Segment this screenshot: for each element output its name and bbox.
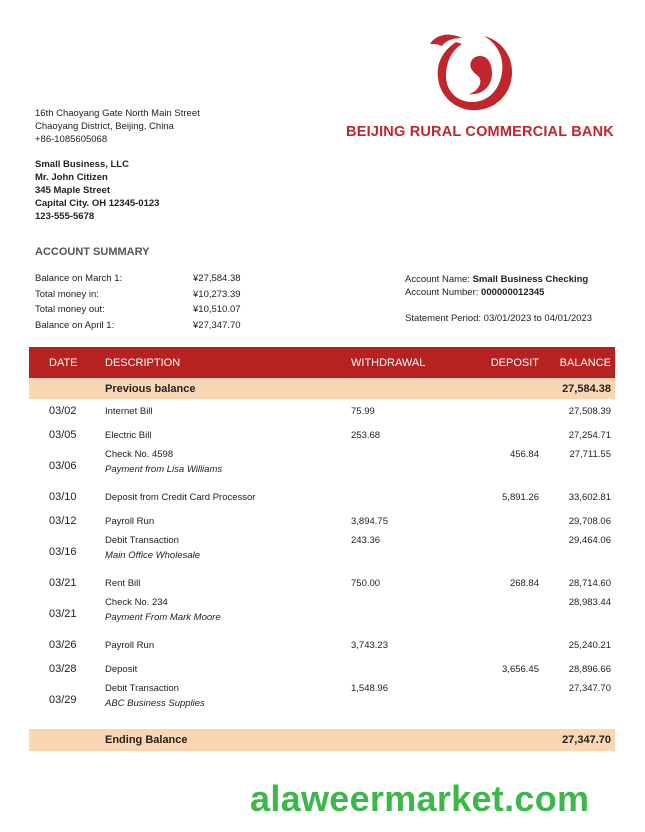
table-row	[29, 681, 615, 719]
transaction-date: 03/29	[49, 694, 77, 706]
customer-address	[35, 158, 159, 223]
transaction-balance: 27,711.55	[569, 449, 611, 460]
summary-row	[35, 302, 241, 318]
transaction-withdrawal: 750.00	[351, 577, 381, 589]
transaction-memo: Payment From Mark Moore	[105, 612, 221, 623]
transaction-date: 03/05	[49, 429, 77, 441]
transaction-rows	[29, 399, 615, 719]
description-cell	[105, 681, 351, 709]
transaction-withdrawal: 253.68	[351, 429, 381, 441]
transaction-withdrawal	[351, 447, 469, 449]
description-cell	[105, 430, 351, 441]
description-cell	[105, 595, 351, 623]
transaction-date: 03/21	[49, 577, 77, 589]
transaction-deposit	[469, 533, 539, 535]
transaction-balance: 29,708.06	[568, 515, 611, 527]
table-spacer	[29, 719, 615, 729]
account-summary-title: ACCOUNT SUMMARY	[35, 246, 150, 258]
customer-city: Capital City. OH 12345-0123	[35, 198, 160, 209]
ending-balance-label: Ending Balance	[105, 734, 188, 746]
transaction-description: Check No. 4598	[105, 449, 174, 460]
transaction-description: Payroll Run	[105, 639, 155, 651]
previous-balance-row	[29, 378, 615, 399]
description-cell	[105, 533, 351, 561]
table-row	[29, 571, 615, 595]
transaction-description: Debit Transaction	[105, 683, 179, 694]
description-cell	[105, 516, 351, 527]
transaction-deposit: 268.84	[509, 577, 539, 589]
account-number	[405, 286, 592, 299]
ending-balance-row	[29, 729, 615, 751]
statement-period: Statement Period: 03/01/2023 to 04/01/2023	[405, 313, 592, 324]
table-header	[29, 347, 615, 378]
bank-phone: +86-1085605068	[35, 134, 108, 145]
bank-address-line: 16th Chaoyang Gate North Main Street	[35, 108, 200, 119]
description-cell	[105, 447, 351, 475]
table-row	[29, 399, 615, 423]
transaction-description: Check No. 234	[105, 597, 168, 608]
summary-label: Total money out:	[35, 304, 105, 315]
header-description: DESCRIPTION	[105, 356, 181, 369]
account-name-value: Small Business Checking	[472, 274, 589, 285]
transaction-balance: 27,347.70	[568, 683, 611, 694]
table-row	[29, 423, 615, 447]
transaction-date: 03/21	[49, 608, 77, 620]
transaction-description: Deposit	[105, 663, 138, 675]
description-cell	[105, 640, 351, 651]
transaction-description: Electric Bill	[105, 429, 152, 441]
table-row	[29, 633, 615, 657]
bank-name: BEIJING RURAL COMMERCIAL BANK	[346, 124, 614, 140]
transaction-date: 03/02	[49, 405, 77, 417]
transaction-deposit	[469, 595, 539, 597]
customer-name: Mr. John Citizen	[35, 172, 108, 183]
summary-label: Total money in:	[35, 288, 99, 300]
table-row	[29, 509, 615, 533]
previous-balance-label: Previous balance	[105, 382, 196, 395]
transaction-balance: 28,896.66	[568, 663, 611, 675]
bank-logo	[340, 28, 620, 143]
ending-balance-value: 27,347.70	[562, 734, 611, 746]
transaction-withdrawal	[351, 595, 469, 597]
summary-value: ¥10,273.39	[193, 288, 241, 300]
transaction-date: 03/28	[49, 663, 77, 675]
transaction-withdrawal: 243.36	[351, 535, 381, 546]
transaction-description: Payroll Run	[105, 515, 155, 527]
account-summary	[35, 271, 241, 333]
table-row	[29, 447, 615, 485]
transaction-balance: 27,508.39	[568, 405, 611, 417]
header-date: DATE	[49, 356, 78, 369]
table-row	[29, 485, 615, 509]
account-name-label: Account Name:	[405, 274, 473, 285]
previous-balance-value: 27,584.38	[562, 382, 611, 395]
transaction-description: Deposit from Credit Card Processor	[105, 491, 256, 503]
transaction-balance: 28,983.44	[568, 597, 611, 608]
transaction-deposit	[469, 681, 539, 683]
summary-value: ¥27,347.70	[193, 319, 241, 331]
transaction-deposit: 5,891.26	[502, 491, 539, 503]
customer-street: 345 Maple Street	[35, 185, 110, 196]
transaction-withdrawal: 3,894.75	[351, 515, 388, 527]
transaction-withdrawal: 75.99	[351, 405, 375, 417]
summary-value: ¥27,584.38	[193, 273, 241, 284]
transaction-description: Internet Bill	[105, 405, 153, 417]
header-balance: BALANCE	[559, 356, 611, 369]
description-cell	[105, 664, 351, 675]
bank-address-line: Chaoyang District, Beijing, China	[35, 121, 174, 132]
transaction-date: 03/16	[49, 546, 77, 558]
customer-company: Small Business, LLC	[35, 159, 129, 170]
account-name	[405, 273, 592, 286]
summary-label: Balance on April 1:	[35, 319, 115, 331]
summary-row	[35, 287, 241, 303]
table-row	[29, 533, 615, 571]
transaction-memo: Payment from Lisa Williams	[105, 464, 223, 475]
transaction-date: 03/12	[49, 515, 77, 527]
account-info	[405, 273, 592, 325]
description-cell	[105, 406, 351, 417]
transaction-balance: 27,254.71	[568, 429, 611, 441]
description-cell	[105, 492, 351, 503]
watermark: alaweermarket.com	[250, 778, 590, 819]
transaction-balance: 28,714.60	[568, 577, 611, 589]
account-number-label: Account Number:	[405, 287, 482, 298]
transaction-deposit: 3,656.45	[502, 663, 539, 675]
summary-label: Balance on March 1:	[35, 273, 123, 284]
table-row	[29, 657, 615, 681]
summary-value: ¥10,510.07	[193, 304, 241, 315]
phoenix-circle-logo-icon	[426, 28, 522, 120]
transaction-date: 03/10	[49, 491, 77, 503]
transaction-withdrawal: 1,548.96	[351, 683, 388, 694]
summary-row	[35, 318, 241, 334]
transaction-date: 03/26	[49, 639, 77, 651]
transaction-withdrawal: 3,743.23	[351, 639, 388, 651]
account-number-value: 000000012345	[481, 287, 545, 298]
header-deposit: DEPOSIT	[490, 356, 539, 369]
transaction-balance: 33,602.81	[568, 491, 611, 503]
summary-row	[35, 271, 241, 287]
transaction-deposit: 456.84	[509, 449, 539, 460]
bank-address	[35, 107, 200, 146]
description-cell	[105, 578, 351, 589]
transaction-description: Rent Bill	[105, 577, 141, 589]
transaction-description: Debit Transaction	[105, 535, 179, 546]
table-row	[29, 595, 615, 633]
transaction-memo: ABC Business Supplies	[105, 698, 205, 709]
header-withdrawal: WITHDRAWAL	[351, 356, 426, 369]
transaction-date: 03/06	[49, 460, 77, 472]
transactions-table	[29, 347, 615, 751]
transaction-balance: 25,240.21	[568, 639, 611, 651]
customer-phone: 123-555-5678	[35, 211, 95, 222]
transaction-balance: 29,464.06	[568, 535, 611, 546]
transaction-memo: Main Office Wholesale	[105, 550, 201, 561]
